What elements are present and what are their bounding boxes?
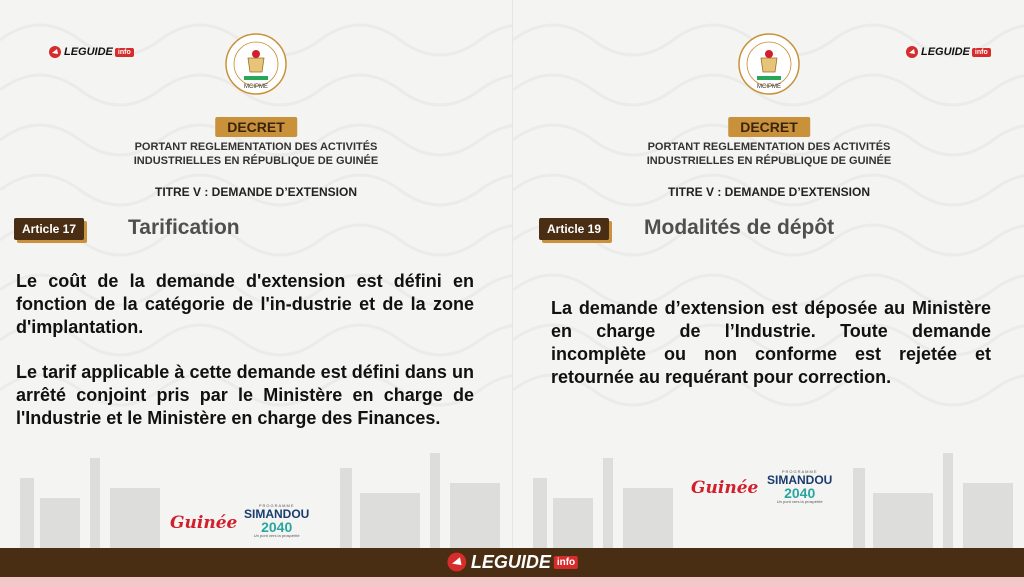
- simandou-year: 2040: [784, 485, 816, 501]
- guinee-logo: Guinée: [691, 478, 759, 498]
- seal-abbr: MCIPME: [757, 84, 781, 90]
- decret-label: DECRET: [728, 117, 810, 137]
- decree-subtitle: [513, 140, 1024, 168]
- left-decree-card: [0, 0, 512, 548]
- article-body: [16, 270, 474, 452]
- footer-pink-stripe: [0, 577, 1024, 587]
- subtitle-line-1: PORTANT REGLEMENTATION DES ACTIVITÉS: [647, 141, 891, 153]
- simandou-name: SIMANDOU: [244, 507, 310, 521]
- article-paragraph-2: Le tarif applicable à cette demande est défini dans un arrêté conjoint pris par le Ministère en charge de l'Industrie et le Ministère en charge des Finances.: [16, 362, 474, 428]
- article-title: Tarification: [128, 216, 240, 239]
- simandou-logo: [244, 504, 309, 538]
- decree-subtitle: [0, 140, 512, 168]
- subtitle-line-2: INDUSTRIELLES EN RÉPUBLIQUE DE GUINÉE: [133, 155, 379, 167]
- titre-heading: TITRE V : DEMANDE D’EXTENSION: [667, 185, 870, 199]
- titre-heading: TITRE V : DEMANDE D’EXTENSION: [154, 185, 357, 199]
- ministry-seal-icon: [737, 32, 801, 96]
- simandou-tagline: Un pont vers la prospérité: [776, 499, 823, 504]
- simandou-programme: PROGRAMME: [258, 503, 295, 508]
- article-title: Modalités de dépôt: [644, 216, 835, 239]
- simandou-name: SIMANDOU: [767, 473, 833, 487]
- footer-leguide-logo: [446, 548, 578, 576]
- subtitle-line-2: INDUSTRIELLES EN RÉPUBLIQUE DE GUINÉE: [646, 155, 892, 167]
- leguide-logo: [48, 45, 134, 59]
- simandou-logo: [767, 470, 832, 504]
- rooster-icon: [905, 45, 919, 59]
- logo-tag: info: [972, 48, 991, 57]
- logo-tag: info: [115, 48, 134, 57]
- guinee-logo: Guinée: [170, 513, 238, 533]
- article-badge: Article 19: [539, 218, 609, 240]
- article-paragraph-1: Le coût de la demande d'extension est défini en fonction de la catégorie de l'in-dustrie et de la zone d'implantation.: [16, 271, 474, 337]
- seal-abbr: MCIPME: [244, 84, 268, 90]
- simandou-tagline: Un pont vers la prospérité: [253, 533, 300, 538]
- logo-word: LEGUIDE: [921, 46, 970, 58]
- footer-logo-tag: info: [554, 556, 578, 569]
- rooster-icon: [446, 551, 468, 573]
- leguide-logo: [905, 45, 991, 59]
- subtitle-line-1: PORTANT REGLEMENTATION DES ACTIVITÉS: [134, 141, 378, 153]
- ministry-seal-icon: [224, 32, 288, 96]
- decret-label: DECRET: [215, 117, 297, 137]
- logo-word: LEGUIDE: [64, 46, 113, 58]
- article-body: [551, 297, 991, 411]
- footer-logo-word: LEGUIDE: [470, 551, 551, 572]
- right-decree-card: [512, 0, 1024, 548]
- article-badge: Article 17: [14, 218, 84, 240]
- rooster-icon: [48, 45, 62, 59]
- article-paragraph-1: La demande d’extension est déposée au Ministère en charge de l’Industrie. Toute demande incomplète ou non conforme est rejetée et retournée au requérant pour correction.: [551, 298, 991, 387]
- simandou-programme: PROGRAMME: [781, 469, 818, 474]
- simandou-year: 2040: [261, 519, 293, 535]
